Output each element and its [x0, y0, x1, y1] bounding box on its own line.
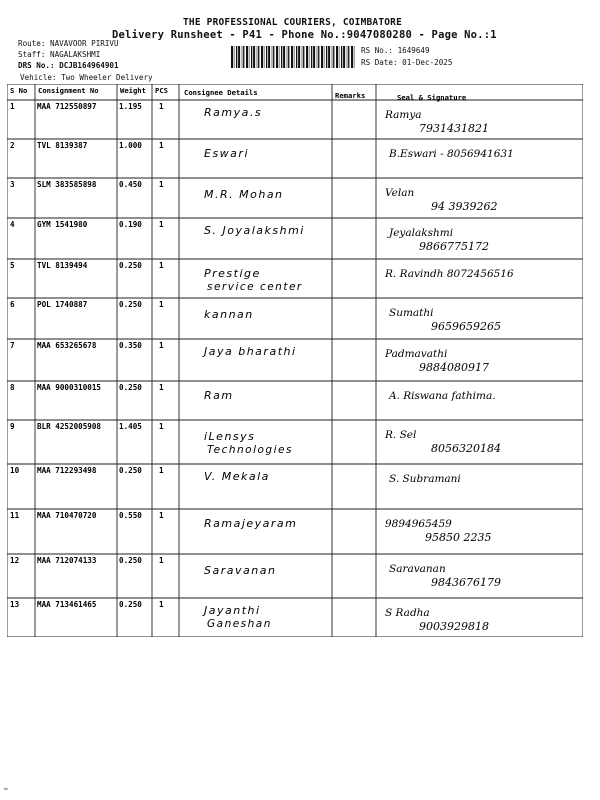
- col-consignee: Consignee Details: [184, 88, 258, 97]
- row-signature: Saravanan: [389, 563, 446, 575]
- row-consignment-no: SLM 383585898: [37, 180, 97, 189]
- col-consignment: Consignment No: [38, 86, 99, 95]
- row-consignment-no: GYM 1541980: [37, 220, 88, 229]
- row-signature: Padmavathi: [385, 348, 448, 360]
- row-signature: Jeyalakshmi: [389, 227, 454, 239]
- col-sno: S No: [10, 86, 28, 95]
- row-signature-phone: 9003929818: [419, 620, 489, 633]
- runsheet-title: Delivery Runsheet - P41 - Phone No.:9047080280 - Page No.:1: [112, 29, 497, 41]
- barcode-bar: [303, 46, 304, 68]
- row-sno: 12: [10, 556, 20, 565]
- row-signature-phone: 9843676179: [431, 576, 501, 589]
- col-weight: Weight: [120, 86, 146, 95]
- row-signature: R. Ravindh 8072456516: [385, 268, 514, 280]
- row-weight: 0.250: [119, 466, 142, 475]
- row-signature: Ramya: [385, 109, 422, 121]
- barcode-bar: [234, 46, 235, 68]
- barcode-bar: [321, 46, 323, 68]
- row-sno: 4: [10, 220, 15, 229]
- barcode-bar: [306, 46, 308, 68]
- barcode-bar: [302, 46, 303, 68]
- row-signature-phone: 95850 2235: [425, 531, 492, 544]
- barcode-bar: [354, 46, 355, 68]
- row-weight: 0.250: [119, 261, 142, 270]
- barcode-bar: [246, 46, 248, 68]
- row-consignee-handwritten-2: service center: [207, 281, 303, 293]
- row-consignment-no: BLR 4252005908: [37, 422, 102, 431]
- barcode-bar: [309, 46, 310, 68]
- barcode-bar: [258, 46, 259, 68]
- barcode-bar: [298, 46, 300, 68]
- row-weight: 0.250: [119, 383, 142, 392]
- row-weight: 0.550: [119, 511, 142, 520]
- barcode-bar: [279, 46, 280, 68]
- barcode-bar: [326, 46, 327, 68]
- row-sno: 7: [10, 341, 15, 350]
- row-signature: Velan: [385, 187, 415, 199]
- rs-date: RS Date: 01-Dec-2025: [361, 58, 453, 67]
- row-signature-phone: 8056320184: [431, 442, 501, 455]
- row-consignee-handwritten-2: Technologies: [207, 444, 293, 456]
- barcode-bar: [272, 46, 273, 68]
- barcode-bar: [261, 46, 263, 68]
- row-weight: 1.405: [119, 422, 142, 431]
- row-pcs: 1: [159, 383, 164, 392]
- staff-label: Staff: NAGALAKSHMI: [18, 50, 101, 59]
- row-sno: 2: [10, 141, 15, 150]
- row-consignee-handwritten: iLensys: [204, 430, 256, 443]
- row-signature-phone: 9884080917: [419, 361, 489, 374]
- row-consignee-handwritten: Ram: [204, 389, 234, 402]
- row-sno: 13: [10, 600, 20, 609]
- row-consignment-no: MAA 9000310015: [37, 383, 102, 392]
- row-sno: 11: [10, 511, 20, 520]
- row-consignment-no: MAA 712550897: [37, 102, 97, 111]
- row-consignment-no: POL 1740887: [37, 300, 88, 309]
- row-sno: 1: [10, 102, 15, 111]
- barcode-bar: [311, 46, 312, 68]
- row-weight: 0.250: [119, 300, 142, 309]
- barcode-bar: [243, 46, 244, 68]
- row-consignment-no: MAA 712074133: [37, 556, 97, 565]
- row-consignment-no: TVL 8139494: [37, 261, 88, 270]
- barcode-bar: [249, 46, 250, 68]
- row-consignee-handwritten: Ramajeyaram: [204, 517, 298, 530]
- row-consignee-handwritten: V. Mekala: [204, 470, 270, 483]
- barcode-bar: [294, 46, 295, 68]
- barcode-bar: [253, 46, 255, 68]
- row-pcs: 1: [159, 556, 164, 565]
- row-signature: 9894965459: [385, 518, 452, 530]
- row-signature-phone: 9659659265: [431, 320, 501, 333]
- row-sno: 6: [10, 300, 15, 309]
- row-pcs: 1: [159, 141, 164, 150]
- row-signature: Sumathi: [389, 307, 434, 319]
- row-consignee-handwritten: Ramya.s: [204, 106, 263, 119]
- row-sno: 5: [10, 261, 15, 270]
- barcode-bar: [266, 46, 267, 68]
- row-signature-phone: 7931431821: [419, 122, 489, 135]
- barcode-bar: [287, 46, 288, 68]
- row-consignee-handwritten: Eswari: [204, 147, 249, 160]
- barcode-bar: [268, 46, 270, 68]
- barcode-bar: [264, 46, 265, 68]
- rs-number: RS No.: 1649649: [361, 46, 430, 55]
- row-signature: R. Sel: [385, 429, 417, 441]
- barcode-bar: [332, 46, 333, 68]
- table-rows: [10, 102, 514, 633]
- row-consignee-handwritten: Jaya bharathi: [204, 345, 297, 358]
- row-signature-phone: 94 3939262: [431, 200, 498, 213]
- barcode-bar: [313, 46, 315, 68]
- barcode-bar: [251, 46, 252, 68]
- barcode-bar: [291, 46, 293, 68]
- row-pcs: 1: [159, 422, 164, 431]
- barcode-bar: [339, 46, 340, 68]
- barcode-bar: [348, 46, 349, 68]
- barcode-bar: [351, 46, 353, 68]
- row-weight: 0.450: [119, 180, 142, 189]
- barcode-bar: [343, 46, 345, 68]
- corner-mark-left: ▔: [4, 789, 8, 796]
- row-sno: 10: [10, 466, 20, 475]
- row-pcs: 1: [159, 341, 164, 350]
- runsheet-table: [7, 84, 583, 637]
- barcode-bar: [296, 46, 297, 68]
- col-remarks: Remarks: [335, 91, 366, 100]
- barcode-bar: [341, 46, 342, 68]
- row-weight: 0.250: [119, 556, 142, 565]
- row-consignment-no: MAA 710470720: [37, 511, 97, 520]
- row-weight: 1.195: [119, 102, 142, 111]
- row-weight: 0.250: [119, 600, 142, 609]
- barcode-bar: [347, 46, 348, 68]
- row-pcs: 1: [159, 600, 164, 609]
- row-consignment-no: TVL 8139387: [37, 141, 88, 150]
- barcode-bar: [328, 46, 330, 68]
- row-pcs: 1: [159, 102, 164, 111]
- row-sno: 3: [10, 180, 15, 189]
- row-signature: B.Eswari - 8056941631: [389, 148, 514, 160]
- row-consignee-handwritten-2: Ganeshan: [207, 618, 272, 630]
- row-weight: 0.190: [119, 220, 142, 229]
- table-grid: [7, 84, 583, 637]
- barcode-bar: [317, 46, 318, 68]
- barcode-icon: [231, 46, 356, 68]
- row-weight: 0.350: [119, 341, 142, 350]
- row-pcs: 1: [159, 261, 164, 270]
- row-pcs: 1: [159, 300, 164, 309]
- row-consignee-handwritten: S. Joyalakshmi: [204, 224, 305, 237]
- barcode-bar: [281, 46, 282, 68]
- barcode-bar: [242, 46, 243, 68]
- row-consignee-handwritten: Jayanthi: [204, 604, 261, 617]
- row-consignee-handwritten: Saravanan: [204, 564, 277, 577]
- barcode-bar: [238, 46, 240, 68]
- barcode-bar: [336, 46, 338, 68]
- row-weight: 1.000: [119, 141, 142, 150]
- barcode-bar: [333, 46, 334, 68]
- barcode-bar: [231, 46, 233, 68]
- row-sno: 9: [10, 422, 15, 431]
- row-sno: 8: [10, 383, 15, 392]
- row-pcs: 1: [159, 511, 164, 520]
- barcode-bar: [257, 46, 258, 68]
- route-label: Route: NAVAVOOR PIRIVU: [18, 39, 119, 48]
- barcode-bar: [288, 46, 289, 68]
- barcode-bar: [236, 46, 237, 68]
- row-pcs: 1: [159, 466, 164, 475]
- row-consignment-no: MAA 653265678: [37, 341, 97, 350]
- barcode-bar: [324, 46, 325, 68]
- row-pcs: 1: [159, 180, 164, 189]
- row-signature: S. Subramani: [389, 473, 461, 485]
- row-consignee-handwritten: Prestige: [204, 267, 261, 280]
- vehicle-label: Vehicle: Two Wheeler Delivery: [20, 73, 153, 82]
- row-consignee-handwritten: kannan: [204, 308, 254, 321]
- drs-number: DRS No.: DCJB164964901: [18, 61, 119, 70]
- col-seal-signature: Seal & Signature: [397, 93, 467, 102]
- barcode-bar: [276, 46, 278, 68]
- row-signature-phone: 9866775172: [419, 240, 489, 253]
- company-name: THE PROFESSIONAL COURIERS, COIMBATORE: [183, 17, 403, 28]
- row-signature: A. Riswana fathima.: [389, 390, 496, 402]
- row-consignee-handwritten: M.R. Mohan: [204, 188, 284, 201]
- barcode-bar: [273, 46, 274, 68]
- row-signature: S Radha: [385, 607, 430, 619]
- row-pcs: 1: [159, 220, 164, 229]
- barcode-bar: [283, 46, 285, 68]
- col-pcs: PCS: [155, 86, 168, 95]
- barcode-bar: [318, 46, 319, 68]
- row-consignment-no: MAA 712293498: [37, 466, 97, 475]
- row-consignment-no: MAA 713461465: [37, 600, 97, 609]
